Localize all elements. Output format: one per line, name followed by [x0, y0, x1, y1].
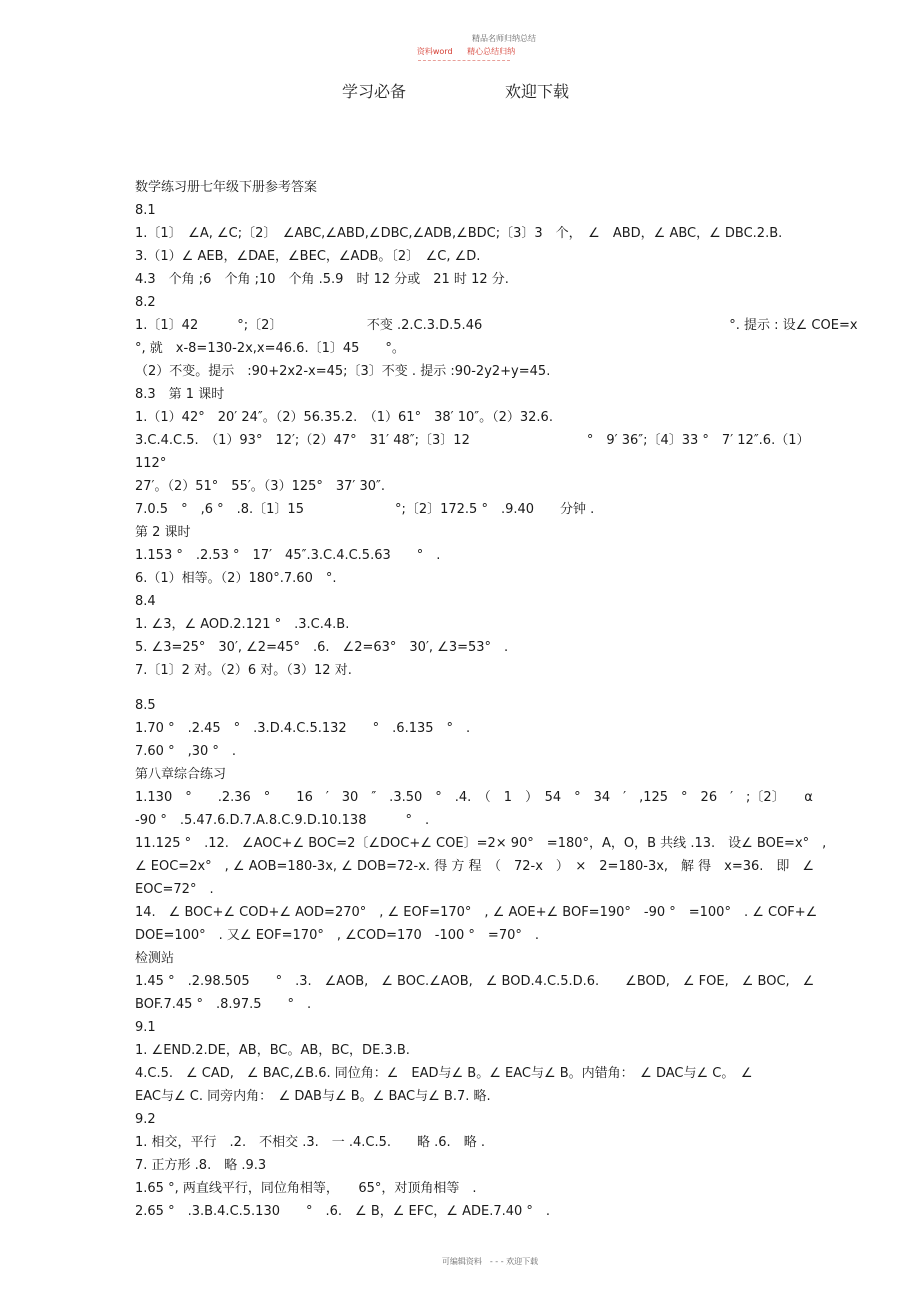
text-line: -90 ° .5.47.6.D.7.A.8.C.9.D.10.138 ° .	[135, 813, 430, 828]
watermark-red-right: 精心总结归纳	[467, 47, 516, 56]
text-line: 5. ∠3=25° 30′, ∠2=45° .6. ∠2=63° 30′, ∠3=53° .	[135, 640, 509, 655]
text-line: 8.4	[135, 594, 156, 609]
text-line: 数学练习册七年级下册参考答案	[135, 180, 318, 195]
text-line: DOE=100° . 又∠ EOF=170° , ∠COD=170 -100 ° =70° .	[135, 928, 539, 943]
text-line: 3.（1）∠ AEB，∠DAE，∠BEC，∠ADB。〔2〕 ∠C, ∠D.	[135, 249, 481, 264]
text-line: 1.〔1〕42 °;〔2〕 不变 .2.C.3.D.5.46 °. 提示 : 设∠ COE=x	[135, 318, 858, 333]
text-line: 第八章综合练习	[135, 767, 227, 782]
text-line: ∠ EOC=2x° , ∠ AOB=180-3x, ∠ DOB=72-x. 得 方 程 （ 72-x ） × 2=180-3x, 解 得 x=36. 即 ∠	[135, 859, 815, 874]
text-line: 1.〔1〕 ∠A, ∠C;〔2〕 ∠ABC,∠ABD,∠DBC,∠ADB,∠BDC;〔3〕3 个， ∠ ABD，∠ ABC，∠ DBC.2.B.	[135, 226, 783, 241]
text-line: 7. 正方形 .8. 略 .9.3	[135, 1158, 267, 1173]
text-line: 112°	[135, 456, 167, 471]
text-line: 11.125 ° .12. ∠AOC+∠ BOC=2〔∠DOC+∠ COE〕=2× 90° =180°，A，O，B 共线 .13. 设∠ BOE=x° ,	[135, 836, 827, 851]
text-line: 8.3 第 1 课时	[135, 387, 225, 402]
watermark-divider	[418, 60, 510, 61]
text-line: 1.（1）42° 20′ 24″。（2）56.35.2. （1）61° 38′ 10″。（2）32.6.	[135, 410, 553, 425]
answer-body	[135, 176, 905, 1223]
text-line	[135, 682, 905, 694]
text-line: 4.3 个角 ;6 个角 ;10 个角 .5.9 时 12 分或 21 时 12 分.	[135, 272, 509, 287]
header-left: 学习必备	[342, 82, 407, 101]
header-right: 欢迎下载	[505, 82, 570, 101]
watermark-red-left: 资料word	[416, 47, 453, 56]
text-line: 1.130 ° .2.36 ° 16 ′ 30 ″ .3.50 ° .4. （ 1 ） 54 ° 34 ′ ,125 ° 26 ′ ;〔2〕 α	[135, 790, 813, 805]
text-line: °, 就 x-8=130-2x,x=46.6.〔1〕45 °。	[135, 341, 405, 356]
text-line: （2）不变。提示 :90+2x2-x=45;〔3〕不变 . 提示 :90-2y2+y=45.	[135, 364, 551, 379]
page-footer: 可编辑资料 - - - 欢迎下载	[441, 1257, 539, 1266]
text-line: 27′。（2）51° 55′。（3）125° 37′ 30″.	[135, 479, 386, 494]
text-line: EAC与∠ C. 同旁内角： ∠ DAB与∠ B。∠ BAC与∠ B.7. 略.	[135, 1089, 491, 1104]
text-line: 7.〔1〕2 对。（2）6 对。（3）12 对.	[135, 663, 352, 678]
watermark-top-line: 精品名师归纳总结	[472, 34, 536, 43]
text-line: EOC=72° .	[135, 882, 214, 897]
text-line: 1.70 ° .2.45 ° .3.D.4.C.5.132 ° .6.135 ° .	[135, 721, 471, 736]
text-line: 检测站	[135, 951, 175, 966]
text-line: 14. ∠ BOC+∠ COD+∠ AOD=270° , ∠ EOF=170° , ∠ AOE+∠ BOF=190° -90 ° =100° . ∠ COF+∠	[135, 905, 818, 920]
text-line: 1.65 °, 两直线平行，同位角相等， 65°，对顶角相等 .	[135, 1181, 477, 1196]
text-line: 9.1	[135, 1020, 156, 1035]
text-line: 8.2	[135, 295, 156, 310]
text-line: 1. ∠END.2.DE，AB，BC。AB，BC，DE.3.B.	[135, 1043, 410, 1058]
text-line: 6.（1）相等。（2）180°.7.60 °.	[135, 571, 337, 586]
text-line: 3.C.4.C.5. （1）93° 12′;（2）47° 31′ 48″;〔3〕12 ° 9′ 36″;〔4〕33 ° 7′ 12″.6.（1）	[135, 433, 810, 448]
text-line: BOF.7.45 ° .8.97.5 ° .	[135, 997, 312, 1012]
text-line: 7.0.5 ° ,6 ° .8.〔1〕15 °;〔2〕172.5 ° .9.40 分钟 .	[135, 502, 595, 517]
text-line: 第 2 课时	[135, 525, 191, 540]
text-line: 1.45 ° .2.98.505 ° .3. ∠AOB, ∠ BOC.∠AOB, ∠ BOD.4.C.5.D.6. ∠BOD, ∠ FOE, ∠ BOC, ∠	[135, 974, 815, 989]
text-line: 8.1	[135, 203, 156, 218]
text-line: 1. 相交，平行 .2. 不相交 .3. 一 .4.C.5. 略 .6. 略 .	[135, 1135, 485, 1150]
text-line: 8.5	[135, 698, 156, 713]
text-line: 7.60 ° ,30 ° .	[135, 744, 237, 759]
text-line: 4.C.5. ∠ CAD, ∠ BAC,∠B.6. 同位角：∠ EAD与∠ B。∠ EAC与∠ B。内错角： ∠ DAC与∠ C。 ∠	[135, 1066, 753, 1081]
text-line: 1. ∠3，∠ AOD.2.121 ° .3.C.4.B.	[135, 617, 350, 632]
text-line: 2.65 ° .3.B.4.C.5.130 ° .6. ∠ B，∠ EFC，∠ ADE.7.40 ° .	[135, 1204, 551, 1219]
text-line: 1.153 ° .2.53 ° 17′ 45″.3.C.4.C.5.63 ° .	[135, 548, 441, 563]
watermark-red-line	[0, 46, 920, 57]
text-line: 9.2	[135, 1112, 156, 1127]
